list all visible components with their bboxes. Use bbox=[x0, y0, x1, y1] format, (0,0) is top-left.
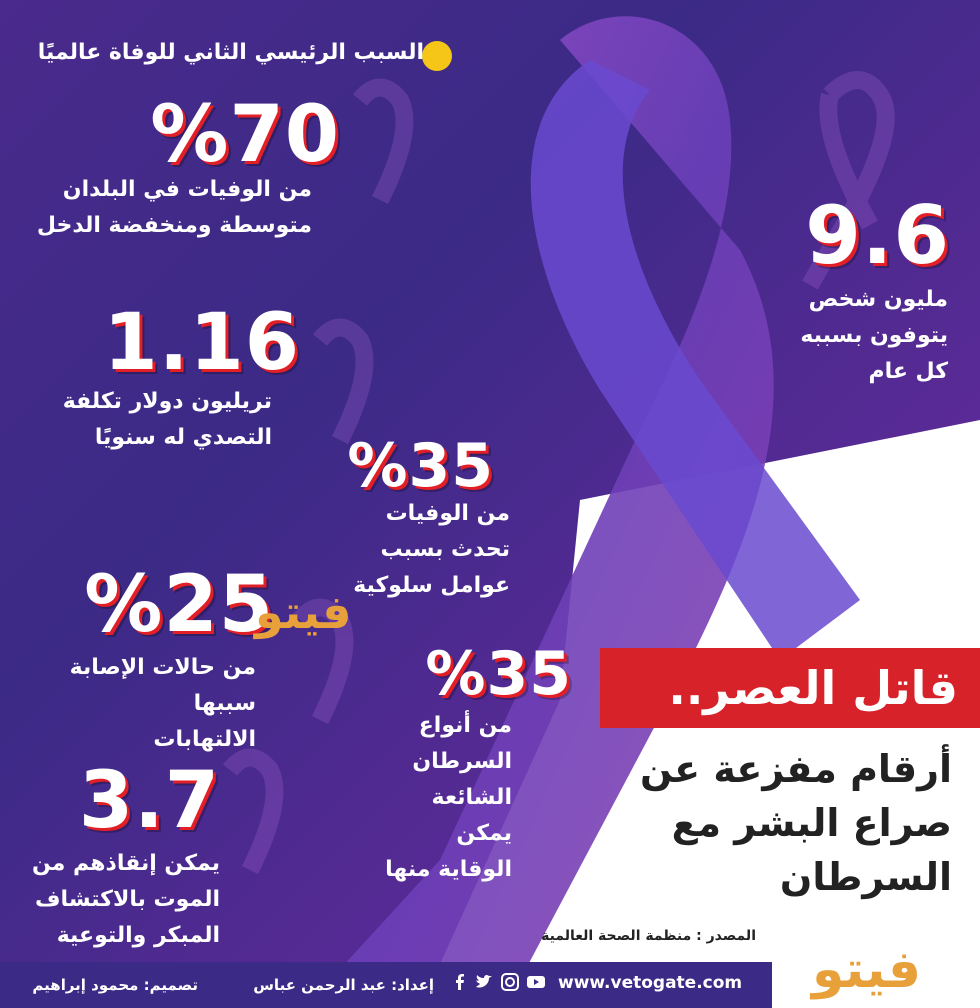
stat-9-6-value: 9.6 bbox=[805, 189, 950, 282]
stat-9-6-line3: كل عام bbox=[868, 359, 948, 384]
stat-35a-value: %35 bbox=[347, 431, 494, 501]
stat-1-16 bbox=[103, 298, 300, 388]
stat-35a-line2: تحدث بسبب bbox=[380, 537, 510, 562]
headline-subtitle: أرقام مفزعة عن صراع البشر مع السرطان bbox=[639, 747, 952, 899]
website-link[interactable]: www.vetogate.com bbox=[558, 973, 743, 993]
top-label: السبب الرئيسي الثاني للوفاة عالميًا bbox=[37, 40, 424, 65]
stat-25 bbox=[84, 560, 274, 650]
stat-35b-line1: من أنواع bbox=[418, 713, 512, 738]
stat-3-7-value: 3.7 bbox=[78, 756, 220, 846]
stat-3-7-desc bbox=[32, 846, 220, 954]
vetogate-logo[interactable] bbox=[812, 940, 921, 1000]
stat-1-16-value: 1.16 bbox=[103, 298, 300, 388]
stat-3-7-line3: المبكر والتوعية bbox=[56, 923, 220, 948]
instagram-icon[interactable] bbox=[500, 972, 520, 992]
stat-9-6-desc bbox=[800, 282, 948, 390]
stat-9-6-line1: مليون شخص bbox=[808, 287, 948, 312]
stat-70-line2: متوسطة ومنخفضة الدخل bbox=[36, 213, 312, 238]
stat-3-7-line1: يمكن إنقاذهم من bbox=[31, 851, 220, 876]
stat-35b bbox=[425, 639, 572, 709]
source-note: المصدر : منظمة الصحة العالمية bbox=[541, 928, 756, 944]
stat-35a-desc bbox=[353, 496, 510, 604]
youtube-icon[interactable] bbox=[526, 972, 546, 992]
stat-1-16-line2: التصدي له سنويًا bbox=[94, 425, 272, 450]
stat-70-value: %70 bbox=[150, 90, 340, 180]
stat-35b-value: %35 bbox=[425, 639, 572, 709]
stat-3-7-line2: الموت بالاكتشاف bbox=[35, 887, 220, 912]
stat-9-6 bbox=[805, 189, 950, 282]
stat-25-desc bbox=[0, 650, 256, 758]
stat-9-6-line2: يتوفون بسببه bbox=[800, 323, 948, 348]
designed-by: تصميم: محمود إبراهيم bbox=[32, 976, 198, 994]
stat-25-line2: الالتهابات bbox=[153, 727, 256, 752]
stat-35a bbox=[347, 431, 494, 501]
stat-3-7 bbox=[78, 756, 220, 846]
facebook-icon[interactable] bbox=[450, 972, 470, 992]
stat-25-value: %25 bbox=[84, 560, 274, 650]
logo-watermark-text: فيتو bbox=[255, 585, 352, 639]
stat-70-desc bbox=[37, 172, 312, 244]
logo-watermark bbox=[255, 585, 352, 639]
stat-35a-line1: من الوفيات bbox=[385, 501, 510, 526]
stat-35a-line3: عوامل سلوكية bbox=[353, 573, 510, 598]
prepared-by: إعداد: عبد الرحمن عباس bbox=[253, 976, 434, 994]
headline-title: قاتل العصر.. bbox=[600, 648, 980, 728]
vetogate-logo-text: فيتو bbox=[812, 940, 922, 1000]
stat-35b-line5: الوقاية منها bbox=[385, 857, 512, 882]
stat-35b-desc bbox=[385, 708, 512, 888]
stat-70-line1: من الوفيات في البلدان bbox=[62, 177, 312, 202]
bullet-dot bbox=[422, 41, 452, 71]
stat-1-16-line1: تريليون دولار تكلفة bbox=[62, 389, 272, 414]
twitter-icon[interactable] bbox=[474, 972, 494, 992]
stat-25-line1: من حالات الإصابة سببها bbox=[69, 655, 256, 716]
stat-35b-line2: السرطان bbox=[412, 749, 512, 774]
stat-35b-line4: يمكن bbox=[456, 821, 512, 846]
stat-70 bbox=[150, 90, 340, 180]
stat-35b-line3: الشائعة bbox=[431, 785, 512, 810]
stat-1-16-desc bbox=[63, 384, 272, 456]
